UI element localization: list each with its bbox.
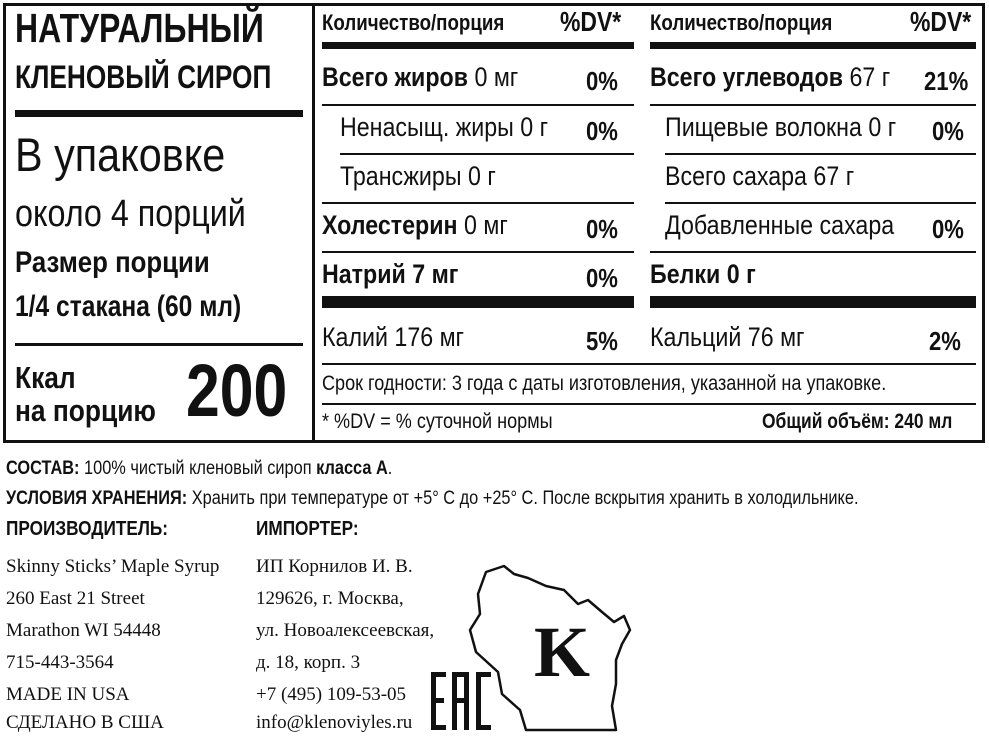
nutrient-dv: 0% (932, 116, 964, 146)
nutrient-row: Белки 0 г (650, 259, 756, 289)
nutrient-row: Калий 176 мг (322, 322, 465, 352)
divider (322, 363, 976, 365)
nutrient-dv: 5% (586, 326, 618, 356)
nutrient-row: Ненасыщ. жиры 0 г (340, 112, 549, 142)
divider (650, 104, 976, 106)
total-volume: Общий объём: 240 мл (762, 410, 953, 433)
divider (322, 42, 634, 49)
nutrient-row: Пищевые волокна 0 г (665, 112, 897, 142)
nutrient-dv: 0% (932, 214, 964, 244)
divider (322, 251, 634, 253)
divider-thick (650, 296, 976, 308)
manufacturer-line: 260 East 21 Street (6, 588, 145, 609)
nutrient-dv: 0% (586, 116, 618, 146)
nutrient-row: Всего сахара 67 г (665, 161, 855, 191)
divider (665, 202, 976, 204)
nutrient-row: Трансжиры 0 г (340, 161, 496, 191)
importer-line: +7 (495) 109-53-05 (256, 684, 407, 705)
storage-conditions: УСЛОВИЯ ХРАНЕНИЯ: Хранить при температуре от +5° С до +25° С. После вскрытия хранить в холодильнике. (6, 488, 859, 509)
importer-line: ИП Корнилов И. В. (256, 556, 413, 577)
nutrient-dv: 0% (586, 214, 618, 244)
manufacturer-line: Marathon WI 54448 (6, 620, 161, 641)
serving-size-label: Размер порции (15, 246, 210, 279)
col2-header-amount: Количество/порция (650, 10, 833, 35)
nutrient-dv: 0% (586, 263, 618, 293)
dv-note: * %DV = % суточной нормы (322, 410, 553, 433)
manufacturer-line: 715-443-3564 (6, 652, 114, 673)
nutrient-dv: 21% (924, 66, 969, 96)
divider (650, 251, 976, 253)
nutrient-row: Натрий 7 мг (322, 259, 459, 289)
importer-line: ул. Новоалексеевская, (256, 620, 435, 641)
importer-line: info@klenoviyles.ru (256, 712, 413, 733)
col2-header-dv: %DV* (910, 6, 972, 37)
nutrient-dv: 0% (586, 66, 618, 96)
divider (15, 343, 303, 346)
col1-header-amount: Количество/порция (322, 10, 505, 35)
nutrient-dv: 2% (929, 326, 961, 356)
col1-header-dv: %DV* (560, 6, 622, 37)
divider (322, 403, 976, 405)
product-title-line1: НАТУРАЛЬНЫЙ (15, 5, 264, 51)
nutrient-row: Холестерин 0 мг (322, 210, 508, 240)
shelf-life: Срок годности: 3 года с даты изготовления, указанной на упаковке. (322, 372, 887, 395)
manufacturer-line: Skinny Sticks’ Maple Syrup (6, 556, 220, 577)
composition: СОСТАВ: 100% чистый кленовый сироп класса А. (6, 458, 393, 479)
divider-thick (322, 296, 634, 308)
manufacturer-label: ПРОИЗВОДИТЕЛЬ: (6, 518, 169, 540)
serving-size-value: 1/4 стакана (60 мл) (15, 290, 242, 323)
kcal-value: 200 (186, 349, 288, 432)
nutrient-row: Добавленные сахара (665, 210, 895, 240)
logo-letter: K (534, 612, 591, 692)
servings-count: около 4 порций (15, 193, 246, 235)
kcal-label-2: на порцию (15, 393, 156, 428)
nutrient-row: Кальций 76 мг (650, 322, 805, 352)
nutrient-row: Всего жиров 0 мг (322, 62, 519, 92)
importer-line: 129626, г. Москва, (256, 588, 404, 609)
pack-label: В упаковке (15, 128, 226, 181)
product-title-line2: КЛЕНОВЫЙ СИРОП (15, 59, 272, 95)
divider (15, 110, 303, 117)
divider (322, 104, 634, 106)
manufacturer-line: MADE IN USA (6, 684, 130, 705)
importer-label: ИМПОРТЕР: (256, 518, 359, 540)
kcal-label: Ккал (15, 360, 76, 395)
nutrient-row: Всего углеводов 67 г (650, 62, 891, 92)
column-separator (312, 3, 315, 443)
divider (665, 153, 976, 155)
importer-line: д. 18, корп. 3 (256, 652, 361, 673)
manufacturer-line: СДЕЛАНО В США (6, 712, 164, 733)
divider (650, 42, 976, 49)
divider (322, 202, 634, 204)
divider (340, 153, 634, 155)
